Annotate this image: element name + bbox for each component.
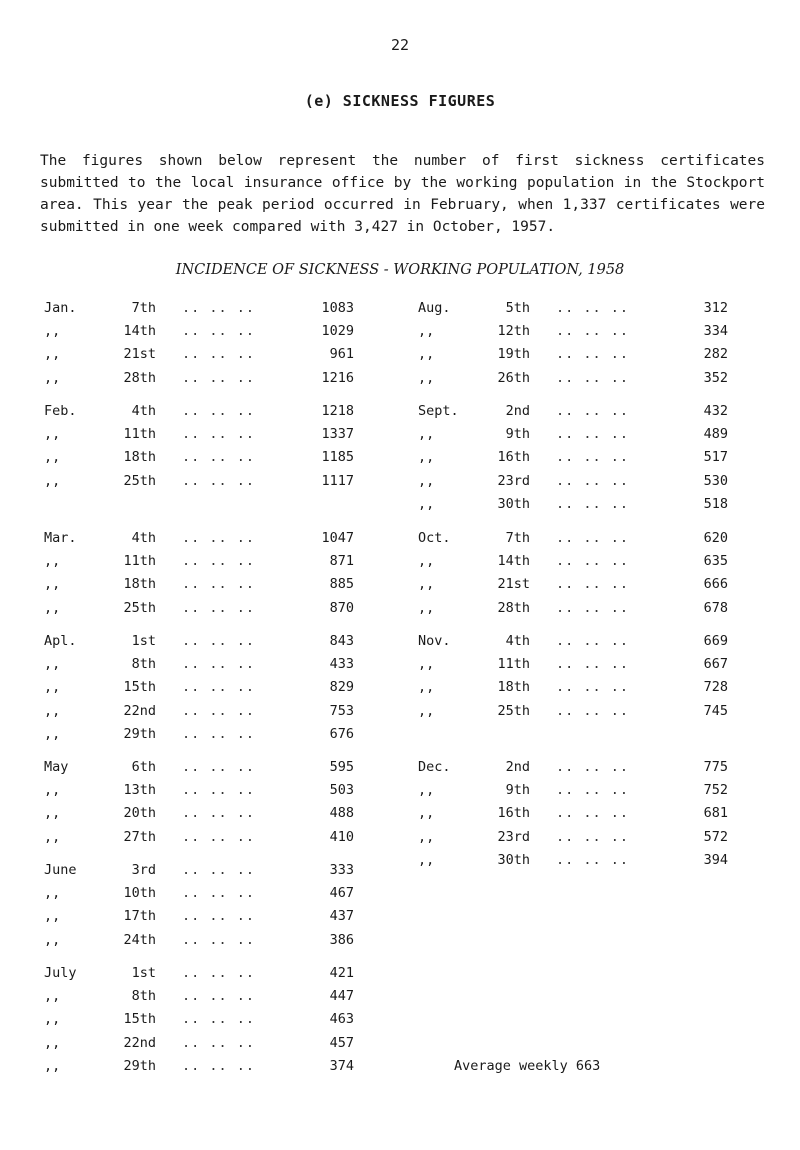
leader-dots: .. .. .. bbox=[182, 1011, 256, 1028]
leader-dots: .. .. .. bbox=[556, 599, 630, 616]
month-label: ,, bbox=[44, 931, 61, 948]
certificate-count: 394 bbox=[703, 851, 728, 868]
certificate-count: 352 bbox=[703, 369, 728, 386]
month-label: Oct. bbox=[418, 529, 451, 546]
certificate-count: 667 bbox=[703, 656, 728, 673]
leader-dots: .. .. .. bbox=[556, 426, 630, 443]
leader-dots: .. .. .. bbox=[556, 851, 630, 868]
week-day-label: 25th bbox=[123, 472, 156, 489]
certificate-count: 843 bbox=[329, 632, 354, 649]
leader-dots: .. .. .. bbox=[182, 988, 256, 1005]
week-day-label: 22nd bbox=[123, 702, 156, 719]
week-day-label: 8th bbox=[131, 988, 156, 1005]
certificate-count: 410 bbox=[329, 828, 354, 845]
month-label: ,, bbox=[44, 1011, 61, 1028]
week-day-label: 4th bbox=[131, 529, 156, 546]
week-day-label: 11th bbox=[123, 553, 156, 570]
table-row bbox=[44, 908, 364, 928]
certificate-count: 678 bbox=[703, 599, 728, 616]
table-row bbox=[44, 805, 364, 825]
week-day-label: 1st bbox=[131, 964, 156, 981]
month-label: ,, bbox=[44, 988, 61, 1005]
leader-dots: .. .. .. bbox=[556, 632, 630, 649]
week-day-label: 25th bbox=[497, 702, 530, 719]
table-row bbox=[44, 1035, 364, 1055]
month-label: ,, bbox=[418, 369, 435, 386]
week-day-label: 10th bbox=[123, 885, 156, 902]
certificate-count: 463 bbox=[329, 1011, 354, 1028]
table-row bbox=[44, 656, 364, 676]
certificate-count: 1216 bbox=[321, 369, 354, 386]
certificate-count: 635 bbox=[703, 553, 728, 570]
certificate-count: 681 bbox=[703, 805, 728, 822]
table-row bbox=[44, 759, 364, 779]
week-day-label: 16th bbox=[497, 449, 530, 466]
table-row bbox=[44, 862, 364, 882]
leader-dots: .. .. .. bbox=[182, 931, 256, 948]
leader-dots: .. .. .. bbox=[556, 553, 630, 570]
leader-dots: .. .. .. bbox=[182, 426, 256, 443]
week-day-label: 14th bbox=[497, 553, 530, 570]
month-label: Apl. bbox=[44, 632, 77, 649]
certificate-count: 333 bbox=[329, 861, 354, 878]
month-label: ,, bbox=[44, 449, 61, 466]
week-day-label: 11th bbox=[497, 656, 530, 673]
week-day-label: 7th bbox=[505, 529, 530, 546]
month-label: ,, bbox=[44, 599, 61, 616]
table-row bbox=[44, 726, 364, 746]
leader-dots: .. .. .. bbox=[182, 725, 256, 742]
table-row bbox=[44, 346, 364, 366]
leader-dots: .. .. .. bbox=[182, 908, 256, 925]
week-day-label: 18th bbox=[123, 576, 156, 593]
certificate-count: 1218 bbox=[321, 402, 354, 419]
month-label: ,, bbox=[418, 346, 435, 363]
month-label: ,, bbox=[418, 805, 435, 822]
certificate-count: 676 bbox=[329, 725, 354, 742]
certificate-count: 518 bbox=[703, 495, 728, 512]
certificate-count: 374 bbox=[329, 1057, 354, 1074]
month-label: ,, bbox=[418, 323, 435, 340]
table-row bbox=[44, 703, 364, 723]
month-label: ,, bbox=[418, 472, 435, 489]
week-day-label: 16th bbox=[497, 805, 530, 822]
week-day-label: 9th bbox=[505, 782, 530, 799]
leader-dots: .. .. .. bbox=[182, 472, 256, 489]
leader-dots: .. .. .. bbox=[182, 828, 256, 845]
week-day-label: 5th bbox=[505, 300, 530, 316]
certificate-count: 752 bbox=[703, 782, 728, 799]
table-row bbox=[44, 323, 364, 343]
leader-dots: .. .. .. bbox=[556, 828, 630, 845]
table-row bbox=[418, 782, 738, 802]
table-row bbox=[418, 530, 738, 550]
table-row bbox=[44, 885, 364, 905]
table-row bbox=[44, 1011, 364, 1031]
month-label: Feb. bbox=[44, 402, 77, 419]
table-row bbox=[418, 759, 738, 779]
leader-dots: .. .. .. bbox=[182, 449, 256, 466]
month-label: ,, bbox=[44, 725, 61, 742]
week-day-label: 30th bbox=[497, 851, 530, 868]
certificate-count: 517 bbox=[703, 449, 728, 466]
month-label: ,, bbox=[418, 576, 435, 593]
certificate-count: 595 bbox=[329, 758, 354, 775]
leader-dots: .. .. .. bbox=[556, 346, 630, 363]
month-label: ,, bbox=[44, 782, 61, 799]
week-day-label: 28th bbox=[123, 369, 156, 386]
page-number: 22 bbox=[390, 36, 410, 54]
table-row bbox=[418, 703, 738, 723]
certificate-count: 620 bbox=[703, 529, 728, 546]
table-row bbox=[418, 600, 738, 620]
leader-dots: .. .. .. bbox=[182, 782, 256, 799]
month-label: ,, bbox=[44, 369, 61, 386]
certificate-count: 457 bbox=[329, 1034, 354, 1051]
table-row bbox=[44, 473, 364, 493]
table-row bbox=[44, 679, 364, 699]
leader-dots: .. .. .. bbox=[556, 402, 630, 419]
month-label: ,, bbox=[418, 449, 435, 466]
certificate-count: 1047 bbox=[321, 529, 354, 546]
certificate-count: 489 bbox=[703, 426, 728, 443]
leader-dots: .. .. .. bbox=[182, 861, 256, 878]
table-row bbox=[44, 403, 364, 423]
certificate-count: 666 bbox=[703, 576, 728, 593]
leader-dots: .. .. .. bbox=[182, 679, 256, 696]
week-day-label: 8th bbox=[131, 656, 156, 673]
certificate-count: 421 bbox=[329, 964, 354, 981]
leader-dots: .. .. .. bbox=[556, 495, 630, 512]
week-day-label: 30th bbox=[497, 495, 530, 512]
certificate-count: 775 bbox=[703, 758, 728, 775]
month-label: ,, bbox=[44, 553, 61, 570]
leader-dots: .. .. .. bbox=[556, 576, 630, 593]
table-row bbox=[44, 1058, 364, 1078]
month-label: May bbox=[44, 758, 69, 775]
table-row bbox=[44, 829, 364, 849]
table-row bbox=[418, 300, 738, 320]
month-label: ,, bbox=[44, 426, 61, 443]
certificate-count: 1029 bbox=[321, 323, 354, 340]
table-row bbox=[44, 300, 364, 320]
month-label: ,, bbox=[44, 656, 61, 673]
certificate-count: 745 bbox=[703, 702, 728, 719]
leader-dots: .. .. .. bbox=[556, 782, 630, 799]
table-row bbox=[44, 600, 364, 620]
table-row bbox=[44, 965, 364, 985]
leader-dots: .. .. .. bbox=[556, 323, 630, 340]
week-day-label: 28th bbox=[497, 599, 530, 616]
certificate-count: 530 bbox=[703, 472, 728, 489]
leader-dots: .. .. .. bbox=[556, 449, 630, 466]
certificate-count: 1337 bbox=[321, 426, 354, 443]
leader-dots: .. .. .. bbox=[182, 1057, 256, 1074]
average-weekly: Average weekly 663 bbox=[454, 1057, 601, 1074]
month-label: ,, bbox=[44, 1034, 61, 1051]
leader-dots: .. .. .. bbox=[182, 300, 256, 316]
certificate-count: 753 bbox=[329, 702, 354, 719]
leader-dots: .. .. .. bbox=[182, 805, 256, 822]
leader-dots: .. .. .. bbox=[182, 553, 256, 570]
leader-dots: .. .. .. bbox=[182, 529, 256, 546]
week-day-label: 12th bbox=[497, 323, 530, 340]
certificate-count: 885 bbox=[329, 576, 354, 593]
week-day-label: 2nd bbox=[505, 758, 530, 775]
leader-dots: .. .. .. bbox=[182, 702, 256, 719]
table-row bbox=[418, 403, 738, 423]
month-label: ,, bbox=[44, 805, 61, 822]
table-row bbox=[418, 576, 738, 596]
leader-dots: .. .. .. bbox=[182, 1034, 256, 1051]
leader-dots: .. .. .. bbox=[556, 805, 630, 822]
month-label: ,, bbox=[44, 1057, 61, 1074]
certificate-count: 669 bbox=[703, 632, 728, 649]
month-label: ,, bbox=[44, 885, 61, 902]
table-title: INCIDENCE OF SICKNESS - WORKING POPULATION, 1958 bbox=[175, 262, 625, 278]
table-row bbox=[418, 633, 738, 653]
month-label: Aug. bbox=[418, 300, 451, 316]
leader-dots: .. .. .. bbox=[182, 656, 256, 673]
week-day-label: 4th bbox=[505, 632, 530, 649]
month-label: Mar. bbox=[44, 529, 77, 546]
month-label: ,, bbox=[418, 828, 435, 845]
certificate-count: 386 bbox=[329, 931, 354, 948]
table-row bbox=[418, 449, 738, 469]
month-label: Nov. bbox=[418, 632, 451, 649]
leader-dots: .. .. .. bbox=[556, 300, 630, 316]
leader-dots: .. .. .. bbox=[556, 679, 630, 696]
week-day-label: 20th bbox=[123, 805, 156, 822]
certificate-count: 871 bbox=[329, 553, 354, 570]
certificate-count: 433 bbox=[329, 656, 354, 673]
table-row bbox=[418, 656, 738, 676]
certificate-count: 1117 bbox=[321, 472, 354, 489]
certificate-count: 961 bbox=[329, 346, 354, 363]
week-day-label: 18th bbox=[123, 449, 156, 466]
week-day-label: 21st bbox=[497, 576, 530, 593]
week-day-label: 23rd bbox=[497, 472, 530, 489]
table-row bbox=[44, 553, 364, 573]
certificate-count: 572 bbox=[703, 828, 728, 845]
table-row bbox=[44, 782, 364, 802]
month-label: ,, bbox=[44, 828, 61, 845]
week-day-label: 2nd bbox=[505, 402, 530, 419]
week-day-label: 21st bbox=[123, 346, 156, 363]
table-row bbox=[418, 829, 738, 849]
month-label: ,, bbox=[418, 426, 435, 443]
leader-dots: .. .. .. bbox=[182, 369, 256, 386]
certificate-count: 447 bbox=[329, 988, 354, 1005]
month-label: ,, bbox=[44, 908, 61, 925]
table-row bbox=[418, 426, 738, 446]
certificate-count: 829 bbox=[329, 679, 354, 696]
week-day-label: 11th bbox=[123, 426, 156, 443]
week-day-label: 23rd bbox=[497, 828, 530, 845]
week-day-label: 24th bbox=[123, 931, 156, 948]
table-row bbox=[44, 370, 364, 390]
leader-dots: .. .. .. bbox=[556, 656, 630, 673]
table-row bbox=[418, 679, 738, 699]
table-row bbox=[44, 426, 364, 446]
month-label: ,, bbox=[418, 656, 435, 673]
week-day-label: 6th bbox=[131, 758, 156, 775]
week-day-label: 26th bbox=[497, 369, 530, 386]
week-day-label: 13th bbox=[123, 782, 156, 799]
leader-dots: .. .. .. bbox=[182, 576, 256, 593]
week-day-label: 19th bbox=[497, 346, 530, 363]
leader-dots: .. .. .. bbox=[182, 632, 256, 649]
certificate-count: 312 bbox=[703, 300, 728, 316]
week-day-label: 7th bbox=[131, 300, 156, 316]
table-row bbox=[44, 576, 364, 596]
table-row bbox=[44, 988, 364, 1008]
week-day-label: 14th bbox=[123, 323, 156, 340]
month-label: July bbox=[44, 964, 77, 981]
week-day-label: 4th bbox=[131, 402, 156, 419]
certificate-count: 488 bbox=[329, 805, 354, 822]
certificate-count: 467 bbox=[329, 885, 354, 902]
leader-dots: .. .. .. bbox=[182, 402, 256, 419]
leader-dots: .. .. .. bbox=[182, 346, 256, 363]
leader-dots: .. .. .. bbox=[556, 758, 630, 775]
table-row bbox=[418, 496, 738, 516]
leader-dots: .. .. .. bbox=[556, 702, 630, 719]
certificate-count: 432 bbox=[703, 402, 728, 419]
month-label: ,, bbox=[44, 323, 61, 340]
week-day-label: 18th bbox=[497, 679, 530, 696]
leader-dots: .. .. .. bbox=[182, 885, 256, 902]
month-label: ,, bbox=[418, 679, 435, 696]
intro-paragraph: The figures shown below represent the number of first sickness certificates submitted to the local insurance office by the working population in the Stockport area. This year the peak period occurred in February, when 1,337 certificates were submitted in one week compared with 3,427 in October, 1957. bbox=[40, 153, 765, 235]
month-label: ,, bbox=[418, 495, 435, 512]
week-day-label: 27th bbox=[123, 828, 156, 845]
leader-dots: .. .. .. bbox=[556, 369, 630, 386]
certificate-count: 503 bbox=[329, 782, 354, 799]
table-row bbox=[44, 449, 364, 469]
table-row bbox=[418, 346, 738, 366]
table-row bbox=[418, 323, 738, 343]
week-day-label: 15th bbox=[123, 1011, 156, 1028]
table-row bbox=[418, 473, 738, 493]
leader-dots: .. .. .. bbox=[182, 964, 256, 981]
month-label: ,, bbox=[418, 851, 435, 868]
month-label: ,, bbox=[44, 576, 61, 593]
table-row bbox=[44, 530, 364, 550]
leader-dots: .. .. .. bbox=[182, 323, 256, 340]
section-title: (e) SICKNESS FIGURES bbox=[304, 92, 496, 110]
week-day-label: 25th bbox=[123, 599, 156, 616]
month-label: June bbox=[44, 861, 77, 878]
table-row bbox=[418, 805, 738, 825]
table-row bbox=[418, 852, 738, 872]
leader-dots: .. .. .. bbox=[556, 472, 630, 489]
month-label: ,, bbox=[44, 346, 61, 363]
leader-dots: .. .. .. bbox=[182, 599, 256, 616]
month-label: ,, bbox=[418, 553, 435, 570]
week-day-label: 1st bbox=[131, 632, 156, 649]
leader-dots: .. .. .. bbox=[556, 529, 630, 546]
month-label: ,, bbox=[44, 472, 61, 489]
table-row bbox=[418, 553, 738, 573]
week-day-label: 15th bbox=[123, 679, 156, 696]
leader-dots: .. .. .. bbox=[182, 758, 256, 775]
week-day-label: 3rd bbox=[131, 861, 156, 878]
month-label: Dec. bbox=[418, 758, 451, 775]
week-day-label: 9th bbox=[505, 426, 530, 443]
certificate-count: 334 bbox=[703, 323, 728, 340]
month-label: Jan. bbox=[44, 300, 77, 316]
table-row bbox=[44, 633, 364, 653]
certificate-count: 728 bbox=[703, 679, 728, 696]
table-row bbox=[418, 370, 738, 390]
certificate-count: 1185 bbox=[321, 449, 354, 466]
certificate-count: 870 bbox=[329, 599, 354, 616]
month-label: ,, bbox=[418, 599, 435, 616]
certificate-count: 1083 bbox=[321, 300, 354, 316]
certificate-count: 437 bbox=[329, 908, 354, 925]
month-label: ,, bbox=[418, 702, 435, 719]
week-day-label: 17th bbox=[123, 908, 156, 925]
month-label: ,, bbox=[418, 782, 435, 799]
table-row bbox=[44, 932, 364, 952]
week-day-label: 29th bbox=[123, 1057, 156, 1074]
month-label: Sept. bbox=[418, 402, 459, 419]
month-label: ,, bbox=[44, 702, 61, 719]
week-day-label: 29th bbox=[123, 725, 156, 742]
certificate-count: 282 bbox=[703, 346, 728, 363]
month-label: ,, bbox=[44, 679, 61, 696]
week-day-label: 22nd bbox=[123, 1034, 156, 1051]
